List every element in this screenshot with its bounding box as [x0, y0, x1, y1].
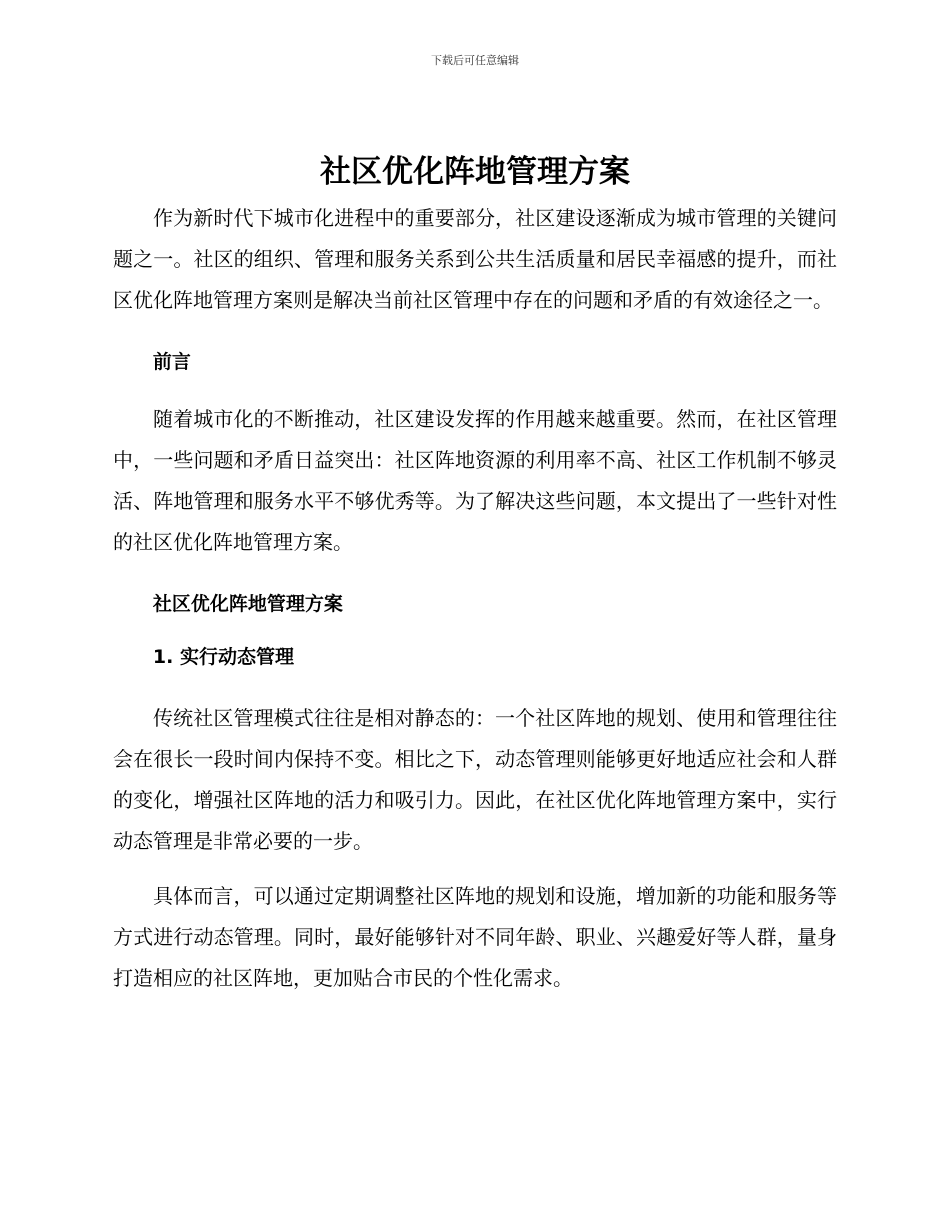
dynamic-management-paragraph-2: 具体而言，可以通过定期调整社区阵地的规划和设施，增加新的功能和服务等方式进行动态管理。同时，最好能够针对不同年龄、职业、兴趣爱好等人群，量身打造相应的社区阵地，更加贴合市民的个性化需求。	[113, 884, 837, 990]
section-heading-plan: 社区优化阵地管理方案	[152, 593, 343, 615]
document-title: 社区优化阵地管理方案	[320, 154, 630, 190]
section-heading-foreword: 前言	[152, 351, 191, 373]
page-header-note: 下载后可任意编辑	[431, 54, 519, 67]
subsection-heading-dynamic-management: 1. 实行动态管理	[152, 646, 294, 668]
foreword-paragraph: 随着城市化的不断推动，社区建设发挥的作用越来越重要。然而，在社区管理中，一些问题和矛盾日益突出：社区阵地资源的利用率不高、社区工作机制不够灵活、阵地管理和服务水平不够优秀等。为了解决这些问题，本文提出了一些针对性的社区优化阵地管理方案。	[113, 407, 837, 554]
document-body	[113, 150, 837, 999]
intro-paragraph: 作为新时代下城市化进程中的重要部分，社区建设逐渐成为城市管理的关键问题之一。社区的组织、管理和服务关系到公共生活质量和居民幸福感的提升，而社区优化阵地管理方案则是解决当前社区管理中存在的问题和矛盾的有效途径之一。	[113, 206, 837, 312]
dynamic-management-paragraph-1: 传统社区管理模式往往是相对静态的：一个社区阵地的规划、使用和管理往往会在很长一段时间内保持不变。相比之下，动态管理则能够更好地适应社会和人群的变化，增强社区阵地的活力和吸引力。因此，在社区优化阵地管理方案中，实行动态管理是非常必要的一步。	[113, 706, 837, 853]
